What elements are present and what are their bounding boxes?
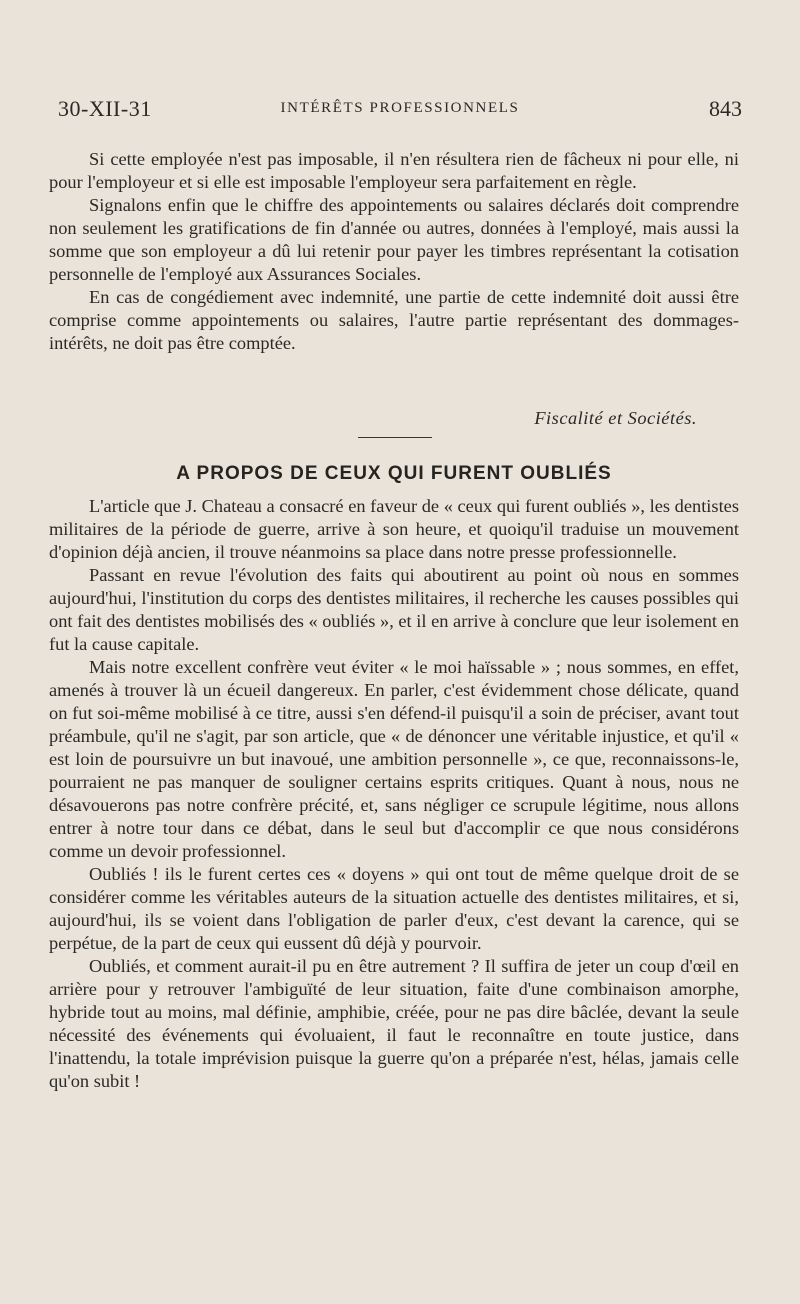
running-header <box>58 96 742 126</box>
header-section: INTÉRÊTS PROFESSIONNELS <box>280 100 520 116</box>
header-date: 30-XII-31 <box>58 96 152 121</box>
paragraph: Signalons enfin que le chiffre des appointements ou salaires déclarés doit comprendre non seulement les gratifications de fin d'année ou autres, données à l'employé, mais aussi la somme que son employeur a dû lui retenir pour payer les timbres représentant la cotisation personnelle de l'employé aux Assurances Sociales. <box>49 195 739 284</box>
paragraph: L'article que J. Chateau a consacré en faveur de « ceux qui furent oubliés », les dentistes militaires de la période de guerre, arrive à son heure, et quoiqu'il traduise un mouvement d'opinion déjà ancien, il trouve néanmoins sa place dans notre presse professionnelle. <box>49 496 739 562</box>
paragraph: Si cette employée n'est pas imposable, il n'en résultera rien de fâcheux ni pour elle, ni pour l'employeur et si elle est imposable l'employeur sera parfaitement en règle. <box>49 149 739 192</box>
paragraph: En cas de congédiement avec indemnité, une partie de cette indemnité doit aussi être comprise comme appointements ou salaires, l'autre partie représentant des dommages-intérêts, ne doit pas être comptée. <box>49 287 739 353</box>
article-signature: Fiscalité et Sociétés. <box>534 408 697 428</box>
article-body <box>49 495 739 1093</box>
previous-article-end <box>49 148 739 355</box>
section-divider <box>358 437 432 438</box>
paragraph: Mais notre excellent confrère veut éviter « le moi haïssable » ; nous sommes, en effet, amenés à trouver là un écueil dangereux. En parler, c'est évidemment chose délicate, quand on fut soi-même mobilisé à ce titre, aussi s'en défend-il puisqu'il a soin de préciser, avant tout préambule, qu'il ne s'agit, par son article, que « de dénoncer une véritable injustice, et qu'il « est loin de poursuivre un but inavoué, une ambition personnelle », ce que, reconnaissons-le, pourraient ne pas manquer de souligner certains esprits critiques. Quant à nous, nous ne désavouerons pas notre confrère précité, et, sans négliger ce scrupule légitime, nous allons entrer à notre tour dans ce débat, dans le seul but d'accomplir ce que nous considérons comme un devoir professionnel. <box>49 657 739 861</box>
page-number: 843 <box>709 96 742 121</box>
paragraph: Oubliés ! ils le furent certes ces « doyens » qui ont tout de même quelque droit de se considérer comme les véritables auteurs de la situation actuelle des dentistes militaires, et si, aujourd'hui, ils se voient dans l'obligation de parler d'eux, c'est devant la carence, qui se perpétue, de la part de ceux qui eussent dû déjà y pourvoir. <box>49 864 739 953</box>
article-title: A PROPOS DE CEUX QUI FURENT OUBLIÉS <box>176 463 612 484</box>
paragraph: Passant en revue l'évolution des faits qui aboutirent au point où nous en sommes aujourd'hui, l'institution du corps des dentistes militaires, il recherche les causes possibles qui ont fait des dentistes mobilisés des « oubliés », et il en arrive à conclure que leur isolement en fut la cause capitale. <box>49 565 739 654</box>
paragraph: Oubliés, et comment aurait-il pu en être autrement ? Il suffira de jeter un coup d'œil en arrière pour y retrouver l'ambiguïté de leur situation, faite d'une combinaison amorphe, hybride tout au moins, mal définie, amphibie, créée, pour ne pas dire bâclée, devant la seule nécessité des événements qui évoluaient, il faut le reconnaître en toute justice, dans l'inattendu, la totale imprévision puisque la guerre qu'on a préparée n'est, hélas, jamais celle qu'on subit ! <box>49 956 739 1091</box>
